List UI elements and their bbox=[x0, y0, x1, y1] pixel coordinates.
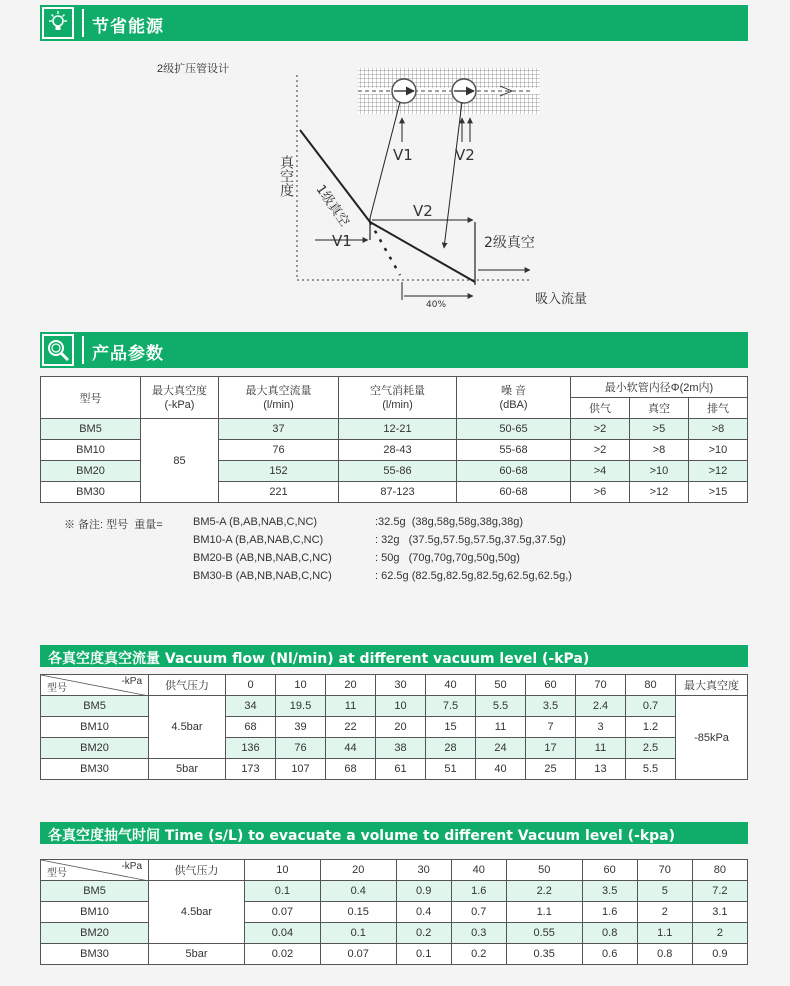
corner-bottom: 型号 bbox=[47, 683, 67, 694]
header-air-consumption: 空气消耗量 (l/min) bbox=[339, 377, 457, 419]
cell: 3.1 bbox=[692, 902, 747, 923]
cell: 55-86 bbox=[339, 461, 457, 482]
cell: 3.5 bbox=[526, 696, 576, 717]
cell: 20 bbox=[376, 717, 426, 738]
header-noise: 噪 音 (dBA) bbox=[457, 377, 571, 419]
cell: 0.35 bbox=[506, 944, 582, 965]
note-weight: : 50g (70g,70g,70g,50g,50g) bbox=[375, 552, 520, 564]
cell: >6 bbox=[571, 482, 630, 503]
cell: 7.5 bbox=[426, 696, 476, 717]
note-model: BM5-A (B,AB,NAB,C,NC) bbox=[193, 516, 318, 528]
params-table bbox=[40, 376, 748, 503]
header-supply: 供气压力 bbox=[149, 675, 226, 696]
cell: 0.4 bbox=[320, 881, 396, 902]
table-row bbox=[41, 902, 748, 923]
cell: 0.1 bbox=[245, 881, 321, 902]
v1-label-top: V1 bbox=[393, 146, 413, 164]
note-model: BM30-B (AB,NB,NAB,C,NC) bbox=[193, 570, 332, 582]
table-row bbox=[41, 923, 748, 944]
cell: 7 bbox=[526, 717, 576, 738]
cell: BM5 bbox=[41, 696, 149, 717]
subheader-supply: 供气 bbox=[571, 398, 630, 419]
cell: 107 bbox=[276, 759, 326, 780]
cell: 5.5 bbox=[476, 696, 526, 717]
cell: >10 bbox=[629, 461, 688, 482]
notes-label: ※ 备注: 型号 重量= bbox=[64, 519, 163, 531]
table-row bbox=[41, 944, 748, 965]
corner-bottom: 型号 bbox=[47, 868, 67, 879]
cell: 60-68 bbox=[457, 482, 571, 503]
header-max-vacuum: 最大真空度 (-kPa) bbox=[141, 377, 219, 419]
pct-label: 40% bbox=[426, 300, 447, 310]
cell: 0.07 bbox=[320, 944, 396, 965]
cell: 3 bbox=[576, 717, 626, 738]
cell: 50-65 bbox=[457, 419, 571, 440]
cell: 0.15 bbox=[320, 902, 396, 923]
corner-cell bbox=[41, 860, 149, 881]
table-row bbox=[41, 738, 748, 759]
vacuum-flow-table bbox=[40, 674, 748, 780]
cell: 28 bbox=[426, 738, 476, 759]
level: 20 bbox=[320, 860, 396, 881]
cell: 68 bbox=[326, 759, 376, 780]
level: 20 bbox=[326, 675, 376, 696]
cell: >2 bbox=[571, 419, 630, 440]
cell: BM20 bbox=[41, 738, 149, 759]
corner-cell bbox=[41, 675, 149, 696]
cell: 152 bbox=[219, 461, 339, 482]
cell: 221 bbox=[219, 482, 339, 503]
cell: 173 bbox=[226, 759, 276, 780]
cell: 34 bbox=[226, 696, 276, 717]
cell: 68 bbox=[226, 717, 276, 738]
cell: 0.3 bbox=[451, 923, 506, 944]
cell: 3.5 bbox=[582, 881, 637, 902]
cell: 11 bbox=[476, 717, 526, 738]
level: 80 bbox=[692, 860, 747, 881]
cell: 38 bbox=[376, 738, 426, 759]
cell: 51 bbox=[426, 759, 476, 780]
cell: 76 bbox=[219, 440, 339, 461]
cell: 24 bbox=[476, 738, 526, 759]
x-axis-label: 吸入流量 bbox=[535, 292, 588, 307]
cell: 11 bbox=[576, 738, 626, 759]
level: 50 bbox=[476, 675, 526, 696]
cell: 0.9 bbox=[396, 881, 451, 902]
cell: 37 bbox=[219, 419, 339, 440]
cell: 136 bbox=[226, 738, 276, 759]
supply-pressure: 4.5bar bbox=[149, 696, 226, 759]
cell: 1.6 bbox=[582, 902, 637, 923]
level: 10 bbox=[245, 860, 321, 881]
header-divider bbox=[82, 9, 84, 37]
y-axis-label: 真空度 bbox=[278, 155, 294, 197]
header-max-vacuum: 最大真空度 bbox=[676, 675, 748, 696]
cell: 0.8 bbox=[637, 944, 692, 965]
cell: >5 bbox=[629, 419, 688, 440]
stage2-label: 2级真空 bbox=[484, 235, 535, 251]
cell: 60-68 bbox=[457, 461, 571, 482]
cell: BM20 bbox=[41, 923, 149, 944]
level: 50 bbox=[506, 860, 582, 881]
cell: >8 bbox=[629, 440, 688, 461]
supply-pressure: 4.5bar bbox=[149, 881, 245, 944]
note-weight: :32.5g (38g,58g,58g,38g,38g) bbox=[375, 516, 524, 528]
header-divider bbox=[82, 336, 84, 364]
section-header-evacuation bbox=[40, 822, 748, 844]
v2-label-top: V2 bbox=[455, 146, 475, 164]
cell: 2.4 bbox=[576, 696, 626, 717]
cell: 44 bbox=[326, 738, 376, 759]
cell: 2.5 bbox=[626, 738, 676, 759]
cell: 1.6 bbox=[451, 881, 506, 902]
cell: BM20 bbox=[41, 461, 141, 482]
corner-top: -kPa bbox=[121, 676, 142, 687]
section-title: 各真空度真空流量 Vacuum flow (Nl/min) at different vacuum level (-kPa) bbox=[48, 651, 590, 667]
section-header-params bbox=[40, 332, 748, 368]
cell: 5.5 bbox=[626, 759, 676, 780]
cell: >10 bbox=[688, 440, 747, 461]
table-row bbox=[41, 881, 748, 902]
note-model: BM20-B (AB,NB,NAB,C,NC) bbox=[193, 552, 332, 564]
level: 40 bbox=[451, 860, 506, 881]
cell: 2 bbox=[692, 923, 747, 944]
section-title: 各真空度抽气时间 Time (s/L) to evacuate a volume to different Vacuum level (-kpa) bbox=[48, 828, 675, 844]
cell: 19.5 bbox=[276, 696, 326, 717]
cell: 0.7 bbox=[451, 902, 506, 923]
cell: 1.1 bbox=[637, 923, 692, 944]
cell: 17 bbox=[526, 738, 576, 759]
section-title: 节省能源 bbox=[92, 17, 164, 37]
cell: >12 bbox=[688, 461, 747, 482]
cell: 11 bbox=[326, 696, 376, 717]
level: 70 bbox=[637, 860, 692, 881]
cell: 5 bbox=[637, 881, 692, 902]
cell: BM30 bbox=[41, 944, 149, 965]
cell: 0.04 bbox=[245, 923, 321, 944]
section-header-energy bbox=[40, 5, 748, 41]
cell: 0.02 bbox=[245, 944, 321, 965]
cell: 0.07 bbox=[245, 902, 321, 923]
cell: 15 bbox=[426, 717, 476, 738]
cell: 0.2 bbox=[396, 923, 451, 944]
level: 30 bbox=[376, 675, 426, 696]
v2-label: V2 bbox=[413, 202, 433, 220]
level: 60 bbox=[526, 675, 576, 696]
cell: >4 bbox=[571, 461, 630, 482]
cell: 1.1 bbox=[506, 902, 582, 923]
level: 30 bbox=[396, 860, 451, 881]
cell: >15 bbox=[688, 482, 747, 503]
evacuation-time-table bbox=[40, 859, 748, 965]
level: 40 bbox=[426, 675, 476, 696]
header-hose: 最小软管内径Φ(2m内) bbox=[571, 377, 748, 398]
stage1-label: 1级真空 bbox=[312, 182, 352, 230]
level: 10 bbox=[276, 675, 326, 696]
subheader-vacuum: 真空 bbox=[629, 398, 688, 419]
level: 80 bbox=[626, 675, 676, 696]
level: 60 bbox=[582, 860, 637, 881]
note-weight: : 32g (37.5g,57.5g,57.5g,37.5g,37.5g) bbox=[375, 534, 566, 546]
cell: >2 bbox=[571, 440, 630, 461]
cell: BM5 bbox=[41, 881, 149, 902]
cell: BM30 bbox=[41, 759, 149, 780]
cell: BM10 bbox=[41, 717, 149, 738]
subheader-exhaust: 排气 bbox=[688, 398, 747, 419]
cell: 10 bbox=[376, 696, 426, 717]
cell: 25 bbox=[526, 759, 576, 780]
cell: 2.2 bbox=[506, 881, 582, 902]
cell: 40 bbox=[476, 759, 526, 780]
cell: 0.8 bbox=[582, 923, 637, 944]
table-row bbox=[41, 759, 748, 780]
cell: BM30 bbox=[41, 482, 141, 503]
header-max-flow: 最大真空流量 (l/min) bbox=[219, 377, 339, 419]
cell: 2 bbox=[637, 902, 692, 923]
header-model: 型号 bbox=[41, 377, 141, 419]
cell: 0.55 bbox=[506, 923, 582, 944]
cell: 1.2 bbox=[626, 717, 676, 738]
cell: 13 bbox=[576, 759, 626, 780]
diagram-title: 2级扩压管设计 bbox=[157, 63, 230, 75]
cell: >12 bbox=[629, 482, 688, 503]
v1-label: V1 bbox=[332, 232, 352, 250]
cell: 87-123 bbox=[339, 482, 457, 503]
max-vacuum-value: -85kPa bbox=[676, 696, 748, 780]
section-header-flow bbox=[40, 645, 748, 667]
diffuser-diagram bbox=[0, 50, 790, 320]
cell: 12-21 bbox=[339, 419, 457, 440]
supply-pressure: 5bar bbox=[149, 759, 226, 780]
cell: 0.1 bbox=[320, 923, 396, 944]
max-vacuum-value: 85 bbox=[141, 419, 219, 503]
magnifier-icon bbox=[42, 334, 74, 366]
cell: 0.1 bbox=[396, 944, 451, 965]
cell: BM10 bbox=[41, 902, 149, 923]
note-model: BM10-A (B,AB,NAB,C,NC) bbox=[193, 534, 324, 546]
cell: BM10 bbox=[41, 440, 141, 461]
table-row bbox=[41, 717, 748, 738]
cell: 0.7 bbox=[626, 696, 676, 717]
level: 0 bbox=[226, 675, 276, 696]
cell: BM5 bbox=[41, 419, 141, 440]
cell: 76 bbox=[276, 738, 326, 759]
note-weight: : 62.5g (82.5g,82.5g,82.5g,62.5g,62.5g,) bbox=[375, 570, 572, 582]
table-row bbox=[41, 419, 748, 440]
cell: 0.9 bbox=[692, 944, 747, 965]
corner-top: -kPa bbox=[121, 861, 142, 872]
cell: 7.2 bbox=[692, 881, 747, 902]
cell: 61 bbox=[376, 759, 426, 780]
cell: 0.6 bbox=[582, 944, 637, 965]
section-title: 产品参数 bbox=[92, 344, 164, 364]
cell: 22 bbox=[326, 717, 376, 738]
supply-pressure: 5bar bbox=[149, 944, 245, 965]
cell: 28-43 bbox=[339, 440, 457, 461]
cell: 0.4 bbox=[396, 902, 451, 923]
cell: 39 bbox=[276, 717, 326, 738]
header-supply: 供气压力 bbox=[149, 860, 245, 881]
cell: 55-68 bbox=[457, 440, 571, 461]
cell: >8 bbox=[688, 419, 747, 440]
table-row bbox=[41, 696, 748, 717]
cell: 0.2 bbox=[451, 944, 506, 965]
level: 70 bbox=[576, 675, 626, 696]
lightbulb-icon bbox=[42, 7, 74, 39]
